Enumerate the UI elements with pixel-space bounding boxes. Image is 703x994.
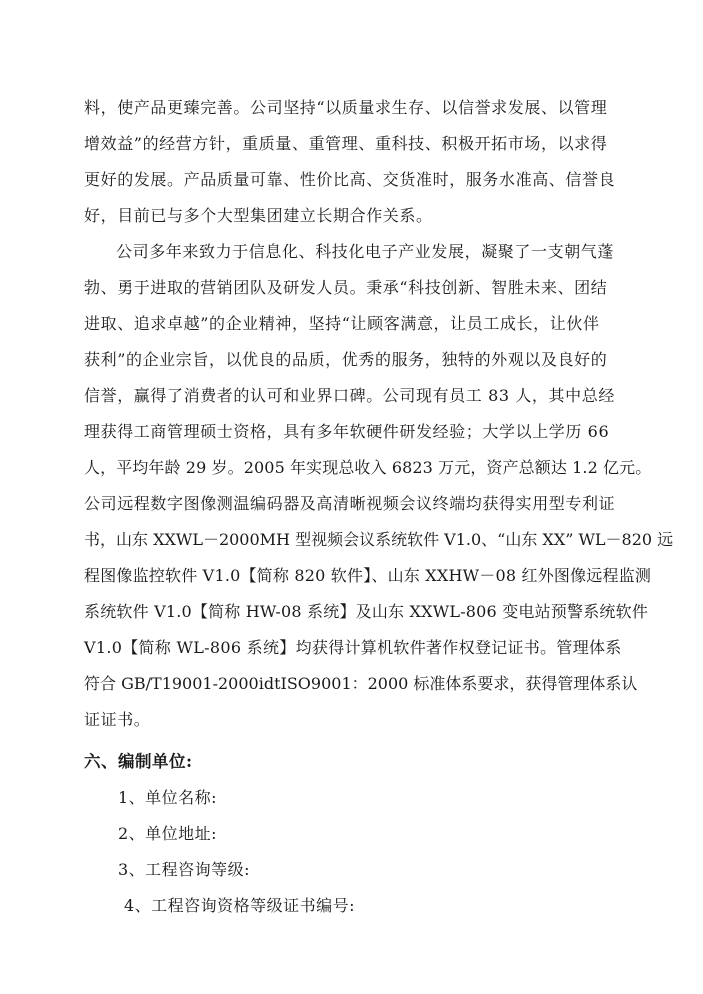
text-line: 符合 GB/T19001-2000idtISO9001：2000 标准体系要求，获得管理体系认 (84, 674, 638, 693)
text-line: 程图像监控软件 V1.0【简称 820 软件】、山东 XXHW－08 红外图像远程监测 (84, 566, 652, 585)
section-heading: 六、编制单位: (84, 752, 193, 771)
list-item: 1、单位名称: (118, 788, 218, 807)
text-line: 证证书。 (84, 710, 151, 729)
text-line: 获利”的企业宗旨，以优良的品质，优秀的服务，独特的外观以及良好的 (84, 350, 608, 369)
text-line: 料，使产品更臻完善。公司坚持“以质量求生存、以信誉求发展、以管理 (84, 98, 608, 117)
text-line: 更好的发展。产品质量可靠、性价比高、交货准时，服务水准高、信誉良 (84, 170, 616, 189)
list-item: 4、工程咨询资格等级证书编号: (124, 896, 356, 915)
text-line: 公司多年来致力于信息化、科技化电子产业发展，凝聚了一支朝气蓬 (116, 242, 615, 261)
text-line: 理获得工商管理硕士资格，具有多年软硬件研发经验；大学以上学历 66 (84, 422, 610, 441)
text-line: 信誉，赢得了消费者的认可和业界口碑。公司现有员工 83 人，其中总经 (84, 386, 615, 405)
text-line: 勃、勇于进取的营销团队及研发人员。秉承“科技创新、智胜未来、团结 (84, 278, 608, 297)
text-line: 增效益”的经营方针，重质量、重管理、重科技、积极开拓市场，以求得 (84, 134, 608, 153)
list-item: 2、单位地址: (118, 824, 218, 843)
text-line: 进取、追求卓越”的企业精神，坚持“让顾客满意，让员工成长，让伙伴 (84, 314, 600, 333)
list-item: 3、工程咨询等级: (118, 860, 251, 879)
text-line: 公司远程数字图像测温编码器及高清晰视频会议终端均获得实用型专利证 (84, 494, 616, 513)
text-line: 系统软件 V1.0【简称 HW-08 系统】及山东 XXWL-806 变电站预警系统软件 (84, 602, 649, 621)
text-line: V1.0【简称 WL-806 系统】均获得计算机软件著作权登记证书。管理体系 (84, 638, 622, 657)
text-line: 人，平均年龄 29 岁。2005 年实现总收入 6823 万元，资产总额达 1.2 亿元。 (84, 458, 652, 477)
text-line: 好，目前已与多个大型集团建立长期合作关系。 (84, 206, 433, 225)
text-line: 书，山东 XXWL－2000MH 型视频会议系统软件 V1.0、“山东 XX” WL－820 远 (84, 530, 674, 549)
